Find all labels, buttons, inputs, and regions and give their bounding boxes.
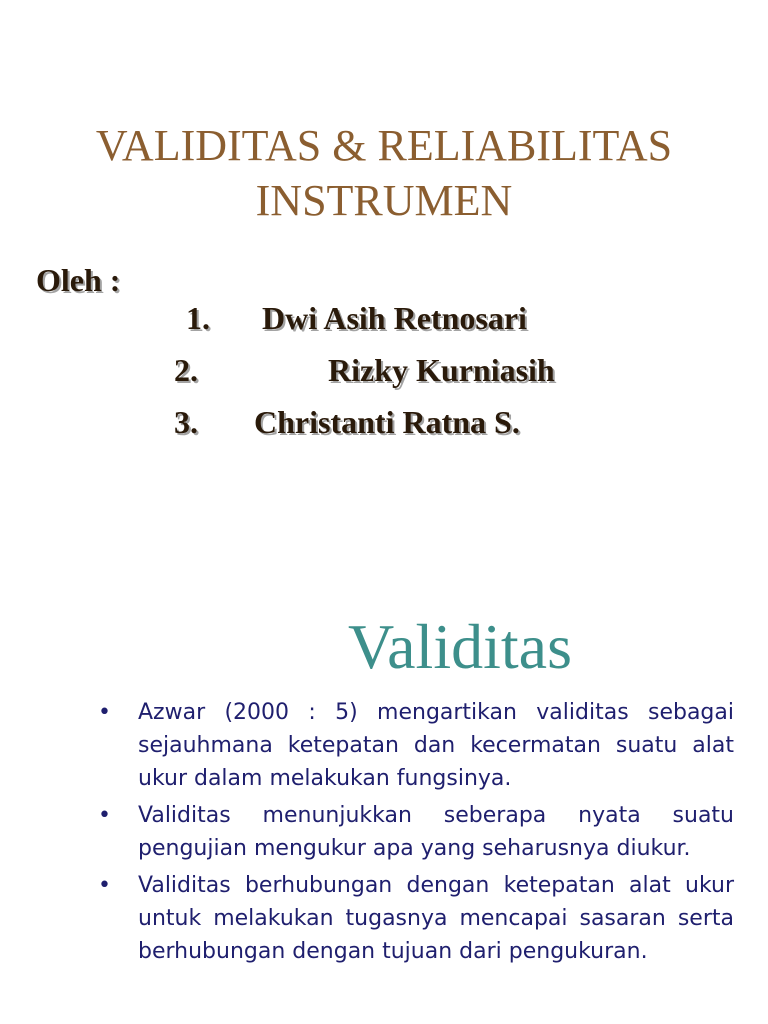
bullet-item: [98, 869, 734, 968]
section-heading: Validitas: [348, 611, 572, 682]
oleh-label: Oleh :: [36, 262, 121, 298]
bullet-dot-icon: •: [98, 803, 111, 828]
bullet-item: [98, 799, 734, 865]
bullet-item: [98, 696, 734, 795]
slide-title: [0, 118, 768, 228]
bullet-text: Validitas berhubungan dengan ketepatan alat ukur untuk melakukan tugasnya mencapai sasaran serta berhubungan dengan tujuan dari pengukuran.: [138, 873, 734, 964]
author-number-1: 1.: [186, 300, 210, 336]
slide-title-line-2: INSTRUMEN: [255, 176, 513, 225]
bullet-text: Validitas menunjukkan seberapa nyata suatu pengujian mengukur apa yang seharusnya diukur.: [138, 803, 734, 861]
bullet-text: Azwar (2000 : 5) mengartikan validitas sebagai sejauhmana ketepatan dan kecermatan suatu alat ukur dalam melakukan fungsinya.: [138, 700, 734, 791]
author-name-3: Christanti Ratna S.: [254, 404, 520, 440]
bullet-dot-icon: •: [98, 873, 111, 898]
author-name-1: Dwi Asih Retnosari: [262, 300, 527, 336]
bullet-list: [98, 696, 734, 972]
slide-title-line-1: VALIDITAS & RELIABILITAS: [95, 121, 673, 170]
author-number-2: 2.: [174, 352, 198, 388]
bullet-dot-icon: •: [98, 700, 111, 725]
author-number-3: 3.: [174, 404, 198, 440]
author-name-2: Rizky Kurniasih: [328, 352, 555, 388]
